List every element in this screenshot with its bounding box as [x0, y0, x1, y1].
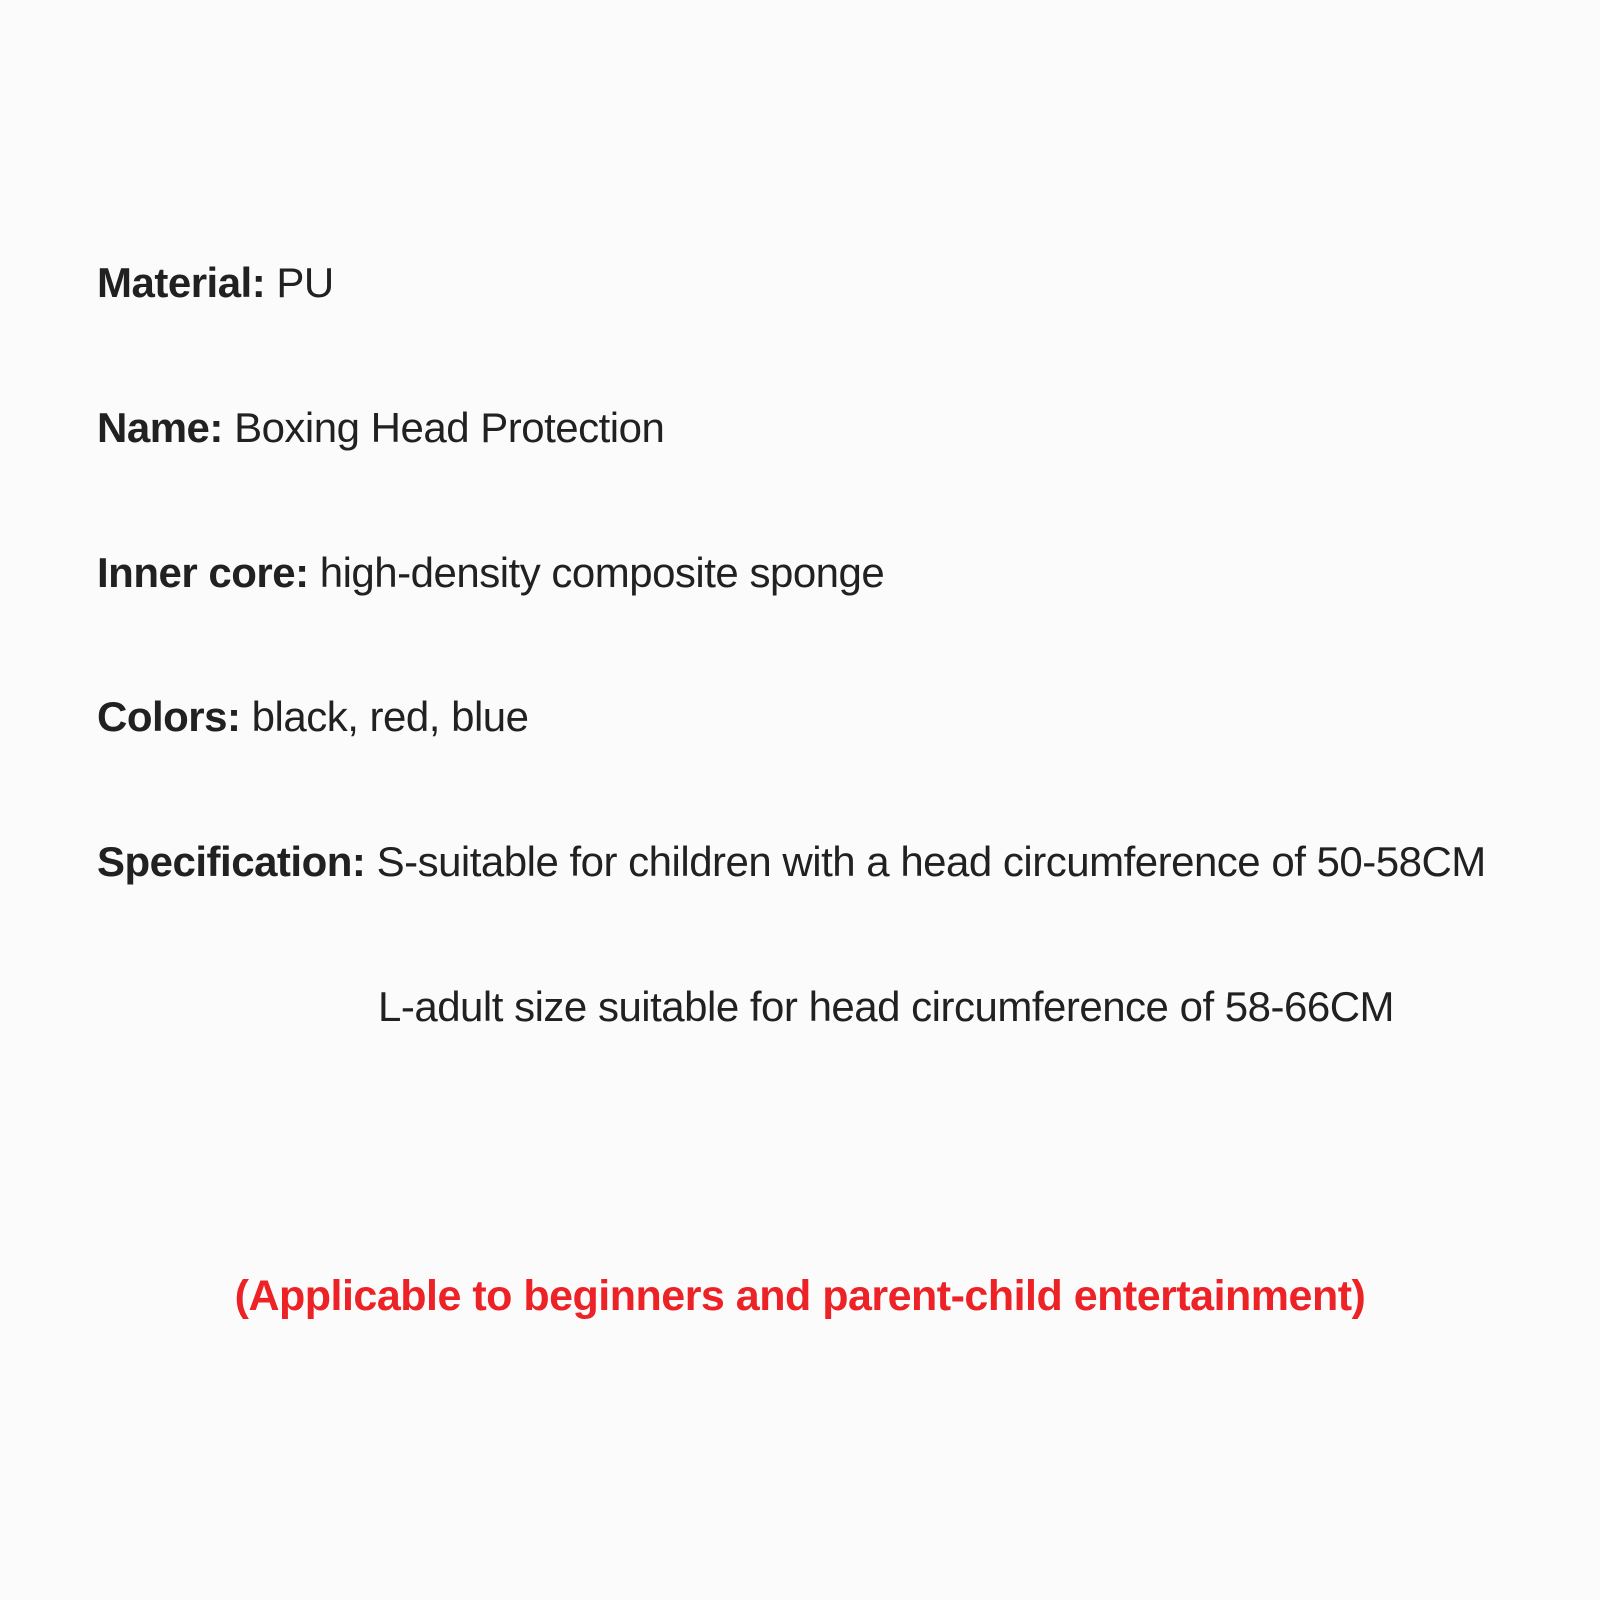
- spec-row-inner-core: [97, 550, 1560, 596]
- spec-label-material: Material:: [97, 259, 266, 306]
- spec-row-specification: [97, 839, 1560, 885]
- spec-value-colors: black, red, blue: [251, 693, 529, 740]
- spec-row-colors: [97, 694, 1560, 740]
- spec-label-specification: Specification:: [97, 838, 366, 885]
- spec-label-inner-core: Inner core:: [97, 549, 309, 596]
- spec-value-name: Boxing Head Protection: [234, 404, 665, 451]
- spec-value-specification: S-suitable for children with a head circumference of 50-58CM: [376, 838, 1486, 885]
- spec-value-inner-core: high-density composite sponge: [319, 549, 885, 596]
- spec-value-material: PU: [276, 259, 334, 306]
- applicability-note: (Applicable to beginners and parent-child entertainment): [234, 1272, 1366, 1320]
- spec-row-size-continuation: [378, 984, 1560, 1030]
- spec-row-name: [97, 405, 1560, 451]
- spec-label-name: Name:: [97, 404, 223, 451]
- spec-label-colors: Colors:: [97, 693, 241, 740]
- spec-value-size-continuation: L-adult size suitable for head circumference of 58-66CM: [378, 983, 1395, 1030]
- spec-row-material: [97, 260, 1560, 306]
